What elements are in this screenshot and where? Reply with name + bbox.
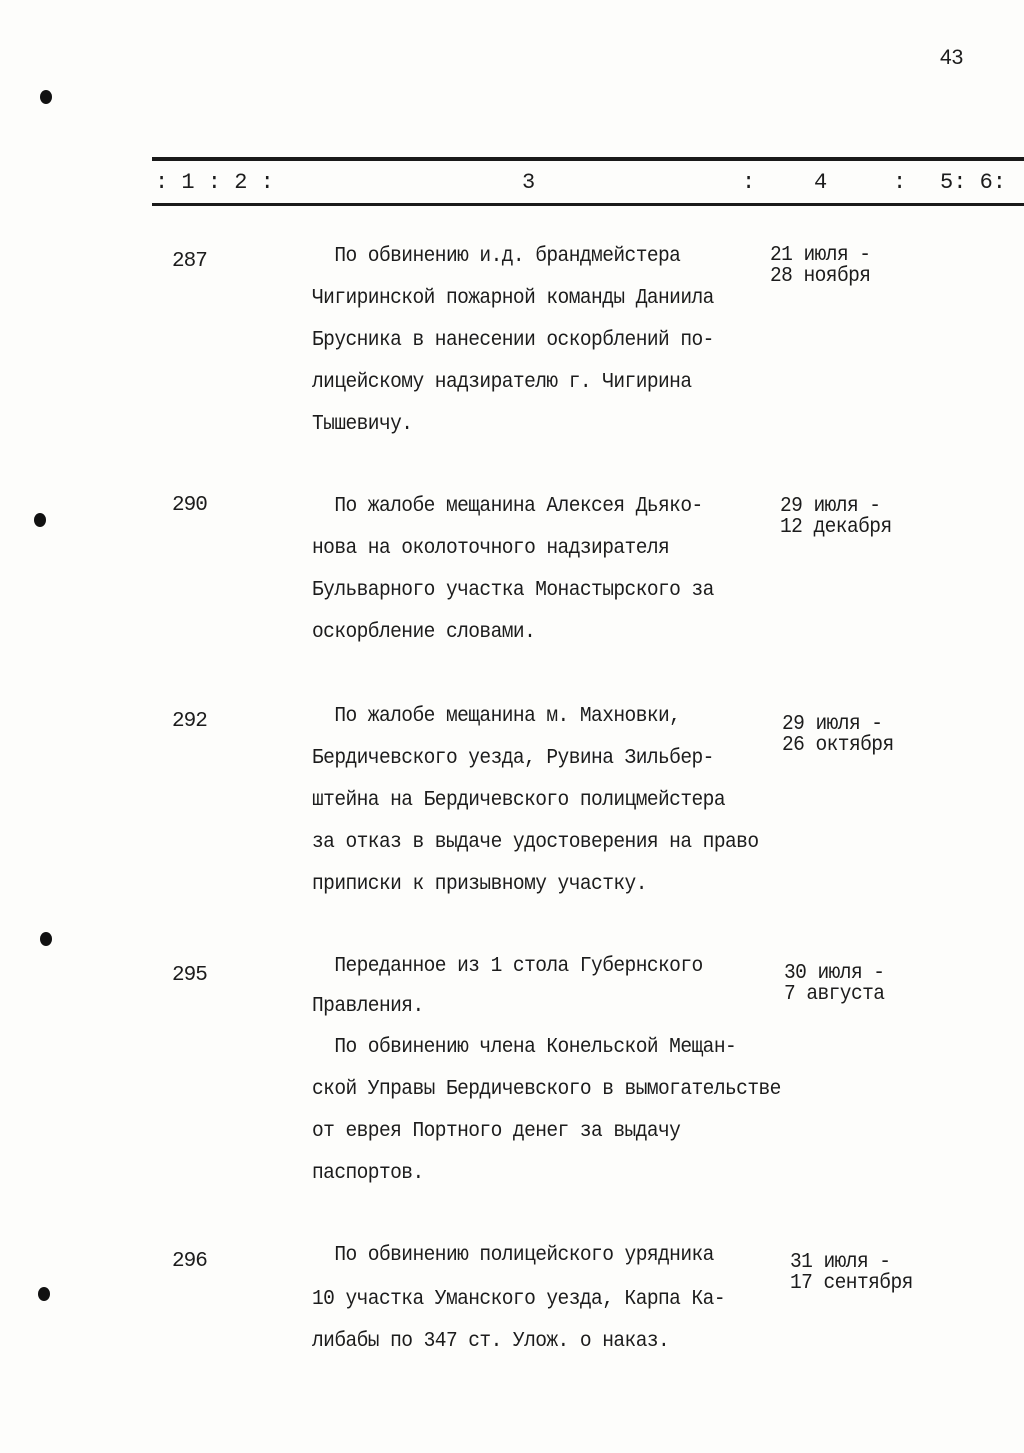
entry-text-line: Бульварного участка Монастырского за bbox=[312, 579, 714, 602]
entry-date-line: 12 декабря bbox=[780, 516, 892, 539]
table-header-rule bbox=[152, 203, 1024, 206]
entry-text-line: паспортов. bbox=[312, 1162, 424, 1185]
entry-text-line: от еврея Портного денег за выдачу bbox=[312, 1120, 681, 1143]
entry-text-line: штейна на Бердичевского полицмейстера bbox=[312, 789, 725, 812]
entry-number: 296 bbox=[172, 1250, 207, 1273]
entry-text-line: Чигиринской пожарной команды Даниила bbox=[312, 287, 714, 310]
header-sep-4: : bbox=[742, 170, 756, 195]
entry-text-line: лицейскому надзирателю г. Чигирина bbox=[312, 371, 692, 394]
entry-date-line: 31 июля - bbox=[790, 1251, 891, 1274]
entry-date-line: 29 июля - bbox=[782, 713, 883, 736]
entry-text-line: оскорбление словами. bbox=[312, 621, 536, 644]
entry-number: 292 bbox=[172, 710, 207, 733]
header-sep-5: : bbox=[893, 170, 907, 195]
entry-text-line: Бердичевского уезда, Рувина Зильбер- bbox=[312, 747, 714, 770]
entry-text-line: ской Управы Бердичевского в вымогательстве bbox=[312, 1078, 781, 1101]
entry-text-line: По жалобе мещанина Алексея Дьяко- bbox=[312, 495, 703, 518]
entry-text-line: По обвинению полицейского урядника bbox=[312, 1244, 714, 1267]
header-col-1-2: : 1 : 2 : bbox=[155, 170, 274, 195]
entry-number: 290 bbox=[172, 494, 207, 517]
entry-text-line: Правления. bbox=[312, 995, 424, 1018]
header-col-3: 3 bbox=[522, 170, 536, 195]
entry-date-line: 7 августа bbox=[784, 983, 885, 1006]
entry-date-line: 28 ноября bbox=[770, 265, 871, 288]
entry-date-line: 26 октября bbox=[782, 734, 894, 757]
entry-date-line: 29 июля - bbox=[780, 495, 881, 518]
header-col-5-6: 5: 6: bbox=[940, 170, 1007, 195]
punch-hole-mark bbox=[38, 1287, 50, 1301]
entry-number: 287 bbox=[172, 250, 207, 273]
header-col-4: 4 bbox=[814, 170, 828, 195]
entry-text-line: 10 участка Уманского уезда, Карпа Ка- bbox=[312, 1288, 725, 1311]
page-number: 43 bbox=[940, 46, 964, 69]
entry-text-line: Переданное из 1 стола Губернского bbox=[312, 955, 703, 978]
punch-hole-mark bbox=[40, 932, 52, 946]
punch-hole-mark bbox=[34, 513, 46, 527]
table-top-rule bbox=[152, 157, 1024, 161]
entry-text-line: По обвинению члена Конельской Мещан- bbox=[312, 1036, 737, 1059]
entry-text-line: за отказ в выдаче удостоверения на право bbox=[312, 831, 759, 854]
entry-text-line: нова на околоточного надзирателя bbox=[312, 537, 670, 560]
entry-text-line: либабы по 347 ст. Улож. о наказ. bbox=[312, 1330, 670, 1353]
entry-text-line: Тышевичу. bbox=[312, 413, 413, 436]
entry-text-line: По обвинению и.д. брандмейстера bbox=[312, 245, 681, 268]
entry-date-line: 30 июля - bbox=[784, 962, 885, 985]
punch-hole-mark bbox=[40, 90, 52, 104]
entry-text-line: По жалобе мещанина м. Махновки, bbox=[312, 705, 681, 728]
entry-text-line: приписки к призывному участку. bbox=[312, 873, 647, 896]
entry-date-line: 17 сентября bbox=[790, 1272, 913, 1295]
entry-text-line: Брусника в нанесении оскорблений по- bbox=[312, 329, 714, 352]
entry-date-line: 21 июля - bbox=[770, 244, 871, 267]
entry-number: 295 bbox=[172, 964, 207, 987]
